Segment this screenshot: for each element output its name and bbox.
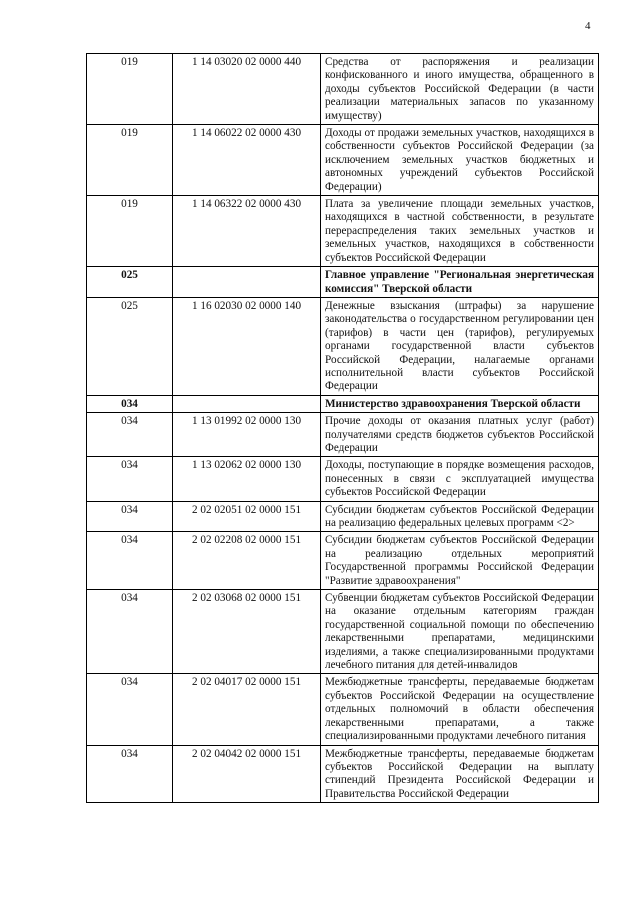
revenue-code-cell: 1 16 02030 02 0000 140: [173, 297, 321, 395]
revenue-name-cell: Денежные взыскания (штрафы) за нарушение законодательства о государственном регулировании цен (тарифов) в части цен (тарифов), регулируемых органами государственной власти субъектов Российской Федерации, налагаемые органами исполнительной власти субъектов Российской Федерации: [321, 297, 599, 395]
revenue-name-cell: Межбюджетные трансферты, передаваемые бюджетам субъектов Российской Федерации на осуществление отдельных полномочий в области обеспечения лекарственными препаратами, а также специализированными продуктами лечебного питания: [321, 674, 599, 745]
revenue-code-cell: [173, 267, 321, 298]
table-row: [87, 54, 599, 125]
revenue-code-cell: [173, 395, 321, 412]
admin-code-cell: 034: [87, 532, 173, 590]
table-row: [87, 532, 599, 590]
table-row: [87, 501, 599, 532]
admin-code-cell: 034: [87, 590, 173, 674]
admin-code-cell: 019: [87, 196, 173, 267]
revenue-code-cell: 2 02 02208 02 0000 151: [173, 532, 321, 590]
revenue-name-cell: Доходы, поступающие в порядке возмещения расходов, понесенных в связи с эксплуатацией имущества субъектов Российской Федерации: [321, 457, 599, 501]
admin-code-cell: 034: [87, 413, 173, 457]
section-header-row: [87, 267, 599, 298]
admin-code-cell: 034: [87, 674, 173, 745]
admin-code-cell: 034: [87, 745, 173, 803]
revenue-code-cell: 1 14 03020 02 0000 440: [173, 54, 321, 125]
table-row: [87, 745, 599, 803]
revenue-name-cell: Средства от распоряжения и реализации конфискованного и иного имущества, обращенного в доходы субъектов Российской Федерации (в части реализации материальных запасов по указанному имуществу): [321, 54, 599, 125]
admin-code-cell: 019: [87, 54, 173, 125]
revenue-codes-table: [86, 53, 599, 803]
table-row: [87, 196, 599, 267]
revenue-name-cell: Межбюджетные трансферты, передаваемые бюджетам субъектов Российской Федерации на выплату стипендий Президента Российской Федерации и Правительства Российской Федерации: [321, 745, 599, 803]
admin-code-cell: 019: [87, 125, 173, 196]
table-row: [87, 125, 599, 196]
table-row: [87, 590, 599, 674]
table-row: [87, 413, 599, 457]
revenue-name-cell: Министерство здравоохранения Тверской области: [321, 395, 599, 412]
page-number: 4: [585, 20, 591, 32]
admin-code-cell: 034: [87, 501, 173, 532]
admin-code-cell: 025: [87, 267, 173, 298]
revenue-name-cell: Доходы от продажи земельных участков, находящихся в собственности субъектов Российской Федерации (за исключением земельных участков бюджетных и автономных учреждений субъектов Российской Федерации): [321, 125, 599, 196]
revenue-code-cell: 1 14 06022 02 0000 430: [173, 125, 321, 196]
table-row: [87, 674, 599, 745]
revenue-code-cell: 2 02 04017 02 0000 151: [173, 674, 321, 745]
revenue-code-cell: 2 02 03068 02 0000 151: [173, 590, 321, 674]
admin-code-cell: 025: [87, 297, 173, 395]
revenue-code-cell: 1 13 01992 02 0000 130: [173, 413, 321, 457]
revenue-name-cell: Субсидии бюджетам субъектов Российской Федерации на реализацию федеральных целевых программ <2>: [321, 501, 599, 532]
revenue-name-cell: Субсидии бюджетам субъектов Российской Федерации на реализацию отдельных мероприятий Государственной программы Российской Федерации "Развитие здравоохранения": [321, 532, 599, 590]
revenue-name-cell: Субвенции бюджетам субъектов Российской Федерации на оказание отдельным категориям граждан государственной социальной помощи по обеспечению лекарственными препаратами, медицинскими изделиями, а также специализированными продуктами лечебного питания для детей-инвалидов: [321, 590, 599, 674]
revenue-name-cell: Главное управление "Региональная энергетическая комиссия" Тверской области: [321, 267, 599, 298]
revenue-code-cell: 2 02 04042 02 0000 151: [173, 745, 321, 803]
revenue-code-cell: 1 14 06322 02 0000 430: [173, 196, 321, 267]
table-row: [87, 457, 599, 501]
revenue-name-cell: Прочие доходы от оказания платных услуг (работ) получателями средств бюджетов субъектов Российской Федерации: [321, 413, 599, 457]
revenue-code-cell: 1 13 02062 02 0000 130: [173, 457, 321, 501]
revenue-code-cell: 2 02 02051 02 0000 151: [173, 501, 321, 532]
table-row: [87, 297, 599, 395]
revenue-name-cell: Плата за увеличение площади земельных участков, находящихся в частной собственности, в результате перераспределения таких земельных участков и земельных участков, находящихся в собственности субъектов Российской Федерации: [321, 196, 599, 267]
admin-code-cell: 034: [87, 457, 173, 501]
table-body: [87, 54, 599, 803]
admin-code-cell: 034: [87, 395, 173, 412]
section-header-row: [87, 395, 599, 412]
